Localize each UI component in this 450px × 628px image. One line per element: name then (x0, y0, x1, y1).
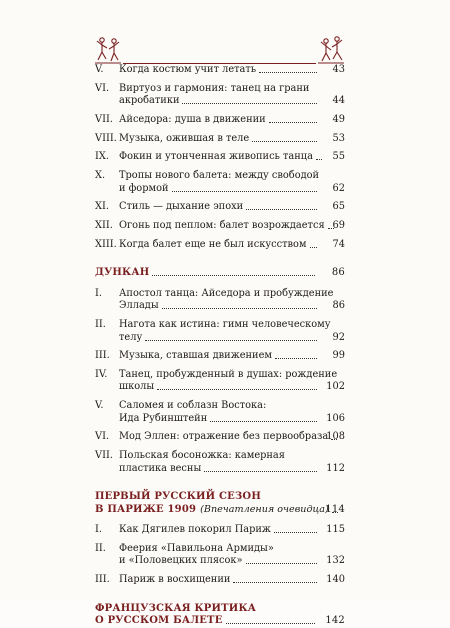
toc-entry-lastline (119, 183, 321, 195)
dot-leader (233, 582, 317, 583)
toc-entry[interactable] (95, 201, 345, 214)
toc-entry[interactable] (95, 574, 345, 587)
toc-entry-title: Нагота как истина: гимн человеческому (119, 319, 331, 330)
toc-entry[interactable] (95, 369, 345, 394)
toc-page-number: 102 (326, 381, 345, 393)
toc-entry-lastline (119, 114, 321, 126)
toc-page-number: 49 (332, 113, 345, 125)
toc-entry-title: Париж в восхищении (119, 574, 231, 586)
toc-page-number: 140 (326, 574, 345, 586)
toc-entry[interactable] (95, 170, 345, 195)
toc-entry-number: VI. (95, 431, 110, 443)
toc-page-number: 115 (326, 524, 345, 536)
toc-entry-title: и «Половецких плясок» (119, 555, 243, 567)
toc-entry[interactable] (95, 288, 345, 313)
toc-entry-title: школы (119, 381, 155, 393)
dot-leader (172, 191, 317, 192)
toc-entry[interactable] (95, 239, 345, 252)
toc-entry-title: телу (119, 331, 143, 343)
toc-entry-title: Огонь под пеплом: балет возрождается (119, 219, 325, 231)
toc-entry-title: Апостол танца: Айседора и пробуждение (119, 287, 334, 299)
toc-entry[interactable] (95, 64, 345, 77)
toc-entry-title: пластика весны (119, 462, 202, 474)
toc-entry[interactable] (95, 431, 345, 444)
toc-entry-lastline (119, 300, 321, 312)
toc-entry-lastline (119, 555, 321, 567)
toc-entry-number: VI. (95, 82, 110, 94)
toc-page-number: 86 (332, 300, 345, 312)
toc-page-number: 53 (332, 132, 345, 144)
toc-entry[interactable] (95, 83, 345, 108)
toc-entry-title: Феерия «Павильона Армиды» (119, 542, 274, 554)
toc-entry-lastline (119, 239, 321, 251)
toc-page-number: 106 (326, 412, 345, 424)
toc-entry-title: акробатики (119, 95, 180, 107)
toc-entry-number: XI. (95, 201, 109, 213)
toc-page-number: 142 (325, 615, 345, 627)
dot-leader (182, 103, 317, 104)
toc-entry-number: IX. (95, 151, 109, 163)
dot-leader (204, 471, 317, 472)
toc-entry-lastline (119, 64, 321, 76)
toc-entry-lastline (119, 574, 321, 586)
toc-entry-title: Танец, пробужденный в душах: рождение (119, 368, 338, 380)
toc-entry-number: II. (95, 319, 106, 330)
dot-leader (145, 340, 317, 341)
toc-page-number: 99 (332, 350, 345, 362)
toc-entry-lastline (119, 463, 321, 475)
toc-entry-title: Виртуоз и гармония: танец на грани (119, 82, 310, 94)
toc-entry[interactable] (95, 350, 345, 363)
toc-entry[interactable] (95, 543, 345, 568)
toc-entry-number: II. (95, 542, 106, 554)
toc-entry[interactable] (95, 133, 345, 146)
toc-entry-number: V. (95, 400, 104, 412)
dot-leader (275, 358, 317, 359)
toc-entry-lastline (119, 381, 321, 393)
toc-entry-title: Музыка, ставшая движением (119, 350, 272, 362)
dot-leader (246, 563, 317, 564)
toc-heading[interactable] (95, 267, 345, 280)
toc-entry-number: III. (95, 350, 110, 362)
toc-entry[interactable] (95, 220, 345, 233)
toc-page-number: 132 (326, 555, 345, 567)
toc-page-number: 74 (332, 238, 345, 250)
toc-heading[interactable] (95, 603, 345, 628)
toc-entry[interactable] (95, 524, 345, 537)
toc-entry-title: Айседора: душа в движении (119, 113, 266, 125)
toc-heading-line: ДУНКАН (95, 267, 150, 279)
toc-entry-lastline (119, 413, 321, 425)
toc-entry-number: IV. (95, 368, 108, 380)
dot-leader (210, 421, 317, 422)
toc-heading[interactable] (95, 491, 345, 516)
toc-entry-lastline (119, 350, 321, 362)
toc-entry-title: Саломея и соблазн Востока: (119, 400, 267, 412)
toc-entry-title: Мод Эллен: отражение без первообраза (119, 431, 329, 443)
dot-leader (310, 247, 317, 248)
toc-page-number: 44 (332, 95, 345, 107)
dot-leader (269, 122, 317, 123)
toc-page-number: 65 (332, 201, 345, 213)
dot-leader (152, 275, 315, 276)
toc-heading-line: О РУССКОМ БАЛЕТЕ (95, 615, 223, 627)
toc-entry[interactable] (95, 450, 345, 475)
toc-entry-title: Ида Рубинштейн (119, 412, 208, 424)
toc-entry-lastline (119, 431, 329, 443)
toc-entry-lastline (119, 524, 321, 536)
toc-entry[interactable] (95, 319, 345, 344)
toc-entry[interactable] (95, 151, 345, 164)
toc-entry-number: III. (95, 574, 110, 586)
toc-heading-lastline (95, 615, 319, 627)
toc-entry-lastline (119, 95, 321, 107)
toc-entry-number: XII. (95, 219, 113, 231)
toc-entry-number: VII. (95, 113, 113, 125)
toc-entry-number: XIII. (95, 238, 117, 250)
toc-entry-lastline (119, 219, 325, 232)
dot-leader (259, 72, 317, 73)
toc-page-number: 112 (326, 462, 345, 474)
toc-entry[interactable] (95, 400, 345, 425)
dot-leader (274, 532, 317, 533)
toc-page-number: 108 (326, 431, 345, 443)
toc-entry-title: Когда балет еще не был искусством (119, 238, 307, 250)
toc-entry-number: X. (95, 170, 106, 181)
toc-heading-subtitle: (Впечатления очевидца) (200, 503, 329, 515)
toc-entry-title: Музыка, ожившая в теле (119, 132, 250, 144)
toc-entry-number: I. (95, 524, 102, 536)
dot-leader (162, 308, 317, 309)
toc-heading-line: ФРАНЦУЗСКАЯ КРИТИКА (95, 602, 257, 614)
dancing-figures-left-icon (93, 32, 123, 66)
toc-entry-title: Фокин и утонченная живопись танца (119, 151, 313, 163)
dot-leader (252, 141, 317, 142)
toc-heading-lastline (95, 267, 319, 279)
dot-leader (226, 623, 315, 624)
toc-page-number: 114 (325, 503, 345, 515)
dot-leader (246, 209, 317, 210)
toc-entry-lastline (119, 332, 321, 344)
toc-heading-line: ПЕРВЫЙ РУССКИЙ СЕЗОН (95, 491, 261, 502)
toc-entry-title: Тропы нового балета: между свободой (119, 170, 320, 181)
toc-entry-title: Стиль — дыхание эпохи (119, 201, 244, 213)
toc-entry-lastline (119, 151, 321, 163)
toc-entry-lastline (119, 133, 321, 145)
toc-entry[interactable] (95, 114, 345, 127)
toc-entry-number: VIII. (95, 132, 117, 144)
dancing-figures-right-icon (316, 32, 346, 66)
header-ornament (93, 32, 346, 66)
toc-entry-lastline (119, 201, 321, 213)
toc-page-number: 43 (332, 64, 345, 75)
toc-page-number: 62 (332, 182, 345, 194)
toc-page-number: 86 (331, 267, 345, 279)
toc-entry-number: VII. (95, 450, 113, 461)
toc-entry-title: и формой (119, 182, 169, 194)
toc-entry-title: Эллады (119, 300, 159, 312)
toc-heading-lastline (95, 503, 329, 516)
toc-entry-title: Польская босоножка: камерная (119, 450, 285, 461)
toc-entry-number: V. (95, 64, 104, 75)
toc-page-number: 69 (332, 219, 345, 231)
toc-entry-title: Когда костюм учит летать (119, 64, 257, 75)
dot-leader (157, 389, 317, 390)
toc-page-number: 92 (332, 331, 345, 343)
toc-entry-title: Как Дягилев покорил Париж (119, 524, 271, 536)
toc-entry-number: I. (95, 287, 102, 299)
toc-page-number: 55 (332, 151, 345, 163)
toc-heading-line: В ПАРИЖЕ 1909 (95, 503, 197, 515)
